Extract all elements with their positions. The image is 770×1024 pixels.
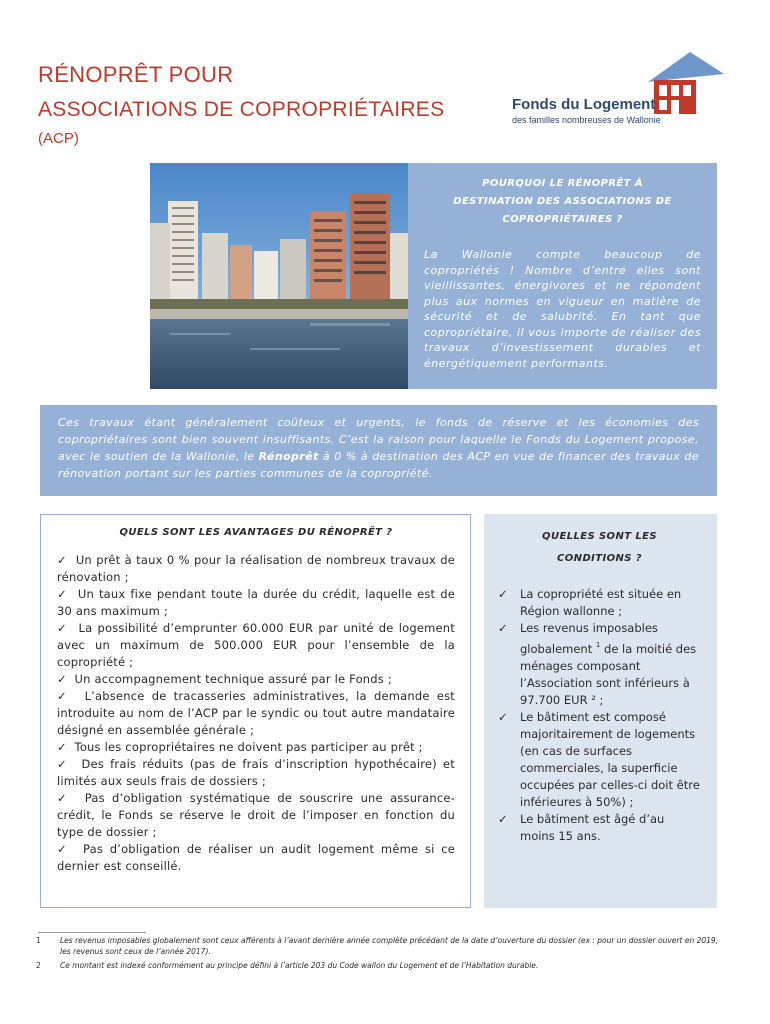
condition-item: ✓ La copropriété est située en Région wallonne ; (498, 586, 701, 620)
conditions-box (484, 514, 717, 908)
why-text: La Wallonie compte beaucoup de copropriétés ! Nombre d’entre elles sont vieillissantes, énergivores et ne répondent plus aux normes en vigueur en matière de sécurité et de salubrité. En tant que copropriétaire, il vous importe de réaliser des travaux d’investissement durables et énergétiquement performants. (424, 248, 701, 370)
why-title-line3: COPROPRIÉTAIRES ? (502, 214, 623, 225)
footnote-text: Les revenus imposables globalement sont ceux afférents à l’avant dernière année complète précédant de la date d’ouverture du dossier (ex : pour un dossier ouvert en 2019, les revenus sont ceux de l’année 2017). (60, 936, 719, 956)
advantage-item: ✓ Un taux fixe pendant toute la durée du crédit, laquelle est de 30 ans maximum ; (57, 586, 455, 620)
riverside-buildings-photo (150, 163, 408, 389)
conditions-list (498, 586, 701, 845)
logo-subtitle: des familles nombreuses de Wallonie (512, 115, 661, 125)
conditions-title-line1: QUELLES SONT LES (542, 531, 657, 542)
advantage-item: ✓ Un accompagnement technique assuré par le Fonds ; (57, 671, 455, 688)
condition-item: ✓ Le bâtiment est composé majoritairement de logements (en cas de surfaces commerciales, la superficie occupées par celles-ci doit être inférieures à 50%) ; (498, 709, 701, 811)
condition-item2-after: de la moitié des ménages composant l’Association sont inférieurs à 97.700 EUR ² ; (520, 642, 697, 707)
why-title-line1: POURQUOI LE RÉNOPRÊT À (482, 178, 643, 189)
advantage-item: ✓ Des frais réduits (pas de frais d’inscription hypothécaire) et limités aux seuls frais de dossiers ; (57, 756, 455, 790)
advantages-list (57, 552, 455, 875)
house-logo-icon (644, 52, 724, 114)
footnote-1 (36, 936, 720, 957)
intro-box (40, 405, 717, 496)
footnote-number: 1 (36, 936, 41, 945)
conditions-title-line2: CONDITIONS ? (557, 553, 642, 564)
intro-text-before: Ces travaux étant généralement coûteux et urgents, le fonds de réserve et les économies des copropriétaires sont bien souvent insuffisants. C’est la raison pour laquelle le Fonds du Logement propose, avec le soutien de la Wallonie, le (58, 416, 699, 463)
page-title-line1: RÉNOPRÊT POUR (38, 62, 234, 87)
advantage-item: ✓ Pas d’obligation de réaliser un audit logement même si ce dernier est conseillé. (57, 841, 455, 875)
condition-item2-before: Les revenus imposables globalement (520, 621, 658, 656)
why-renopret-box (408, 163, 717, 389)
footnote-ref-1: 1 (595, 641, 601, 649)
footnote-text: Ce montant est indexé conformément au principe défini à l’article 203 du Code wallon du Logement et de l’Habitation durable. (60, 961, 539, 970)
footnote-number: 2 (36, 961, 41, 970)
advantage-item: ✓ L’absence de tracasseries administratives, la demande est introduite au nom de l’ACP par le syndic ou tout autre mandataire désigné en assemblée générale ; (57, 688, 455, 739)
advantage-item: ✓ Un prêt à taux 0 % pour la réalisation de nombreux travaux de rénovation ; (57, 552, 455, 586)
advantage-item: ✓ La possibilité d’emprunter 60.000 EUR par unité de logement avec un maximum de 500.000 EUR pour l’ensemble de la copropriété ; (57, 620, 455, 671)
condition-item (498, 620, 701, 709)
footnote-divider (38, 932, 146, 933)
advantage-item: ✓ Pas d’obligation systématique de souscrire une assurance-crédit, le Fonds se réserve le droit de l’imposer en fonction du type de dossier ; (57, 790, 455, 841)
why-title (424, 175, 701, 229)
page-title-line3: (ACP) (38, 130, 79, 147)
advantages-title: QUELS SONT LES AVANTAGES DU RÉNOPRÊT ? (119, 527, 393, 538)
intro-text-after: à 0 % à destination des ACP en vue de financer des travaux de rénovation portant sur les parties communes de la copropriété. (58, 450, 699, 480)
advantages-box (40, 514, 471, 908)
footnote-2 (36, 961, 720, 972)
fonds-du-logement-logo (512, 52, 727, 132)
intro-text-bold: Rénoprêt (258, 450, 319, 463)
why-title-line2: DESTINATION DES ASSOCIATIONS DE (453, 196, 672, 207)
logo-name: Fonds du Logement (512, 96, 656, 113)
page-title-line2: ASSOCIATIONS DE COPROPRIÉTAIRES (38, 98, 445, 121)
conditions-title (498, 526, 701, 570)
condition-item: ✓ Le bâtiment est âgé d’au moins 15 ans. (498, 811, 701, 845)
advantage-item: ✓ Tous les copropriétaires ne doivent pas participer au prêt ; (57, 739, 455, 756)
